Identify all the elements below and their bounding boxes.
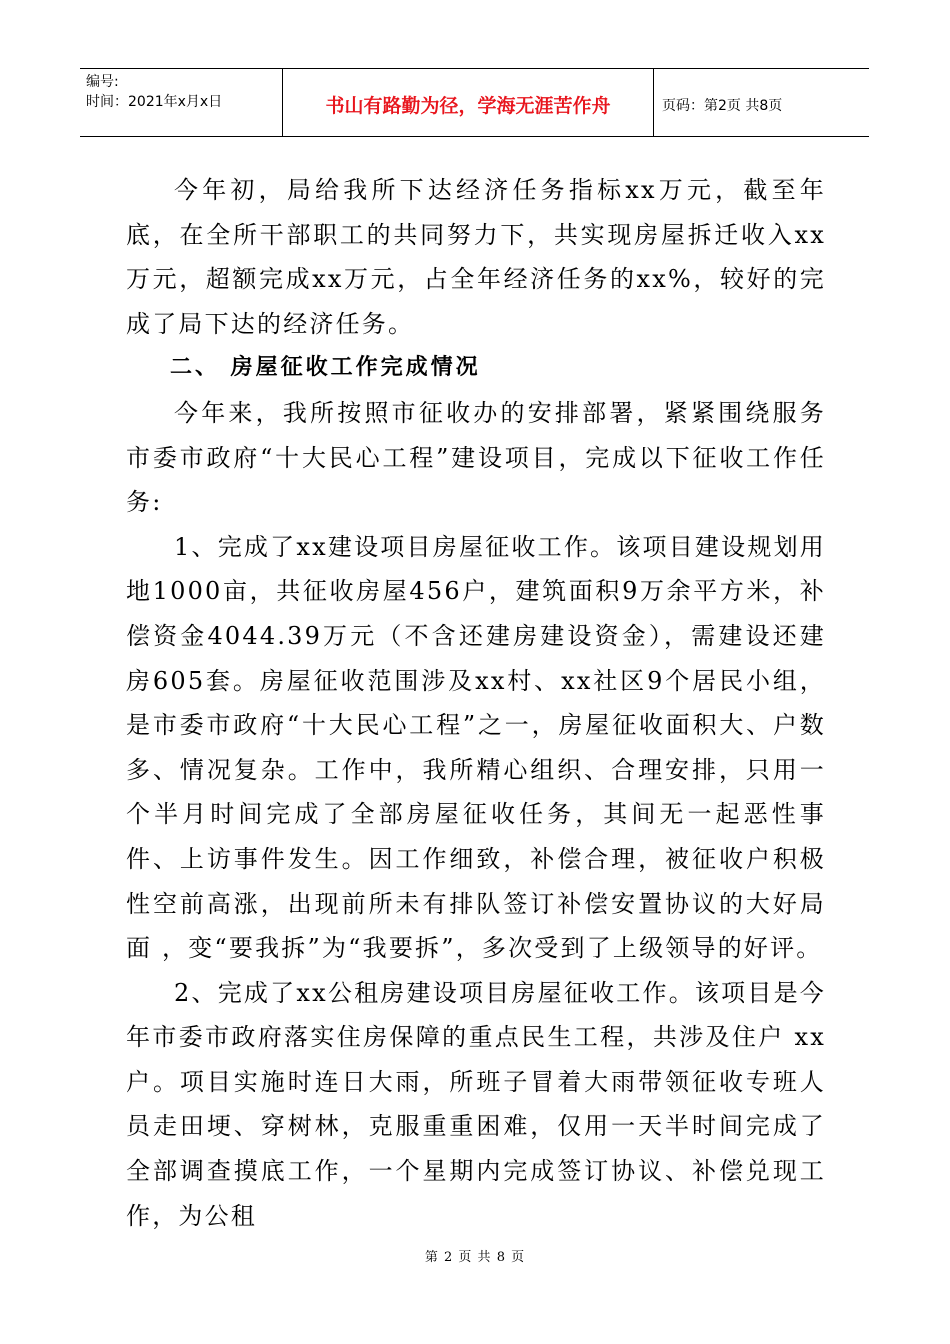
paragraph-item-1: 1、完成了xx建设项目房屋征收工作。该项目建设规划用地1000亩，共征收房屋456户，建筑面积9万余平方米，补偿资金4044.39万元（不含还建房建设资金），需建设还建房605套。房屋征收范围涉及xx村、xx社区9个居民小组，是市委市政府“十大民心工程”之一，房屋征收面积大、户数多、情况复杂。工作中，我所精心组织、合理安排，只用一个半月时间完成了全部房屋征收任务，其间无一起恶性事件、上访事件发生。因工作细致，补偿合理，被征收户积极性空前高涨，出现前所未有排队签订补偿安置协议的大好局面 ，变“要我拆”为“我要拆”，多次受到了上级领导的好评。	[126, 532, 826, 963]
page-footer: 第 2 页 共 8 页	[424, 1250, 526, 1265]
document-body	[126, 168, 826, 1238]
header-motto: 书山有路勤为径，学海无涯苦作舟	[283, 69, 654, 136]
document-date-label: 时间：2021年x月x日	[86, 94, 223, 110]
paragraph-economic-tasks: 今年初，局给我所下达经济任务指标xx万元，截至年底，在全所干部职工的共同努力下，共实现房屋拆迁收入xx万元，超额完成xx万元，占全年经济任务的xx%，较好的完成了局下达的经济任务。	[126, 176, 826, 338]
paragraph-item-2: 2、完成了xx公租房建设项目房屋征收工作。该项目是今年市委市政府落实住房保障的重点民生工程，共涉及住户 xx户。项目实施时连日大雨，所班子冒着大雨带领征收专班人员走田埂、穿树林，克服重重困难，仅用一天半时间完成了全部调查摸底工作，一个星期内完成签订协议、补偿兑现工作，为公租	[126, 978, 826, 1230]
header-meta-cell	[80, 69, 283, 136]
document-number-label: 编号:	[86, 74, 119, 90]
paragraph-intro: 今年来，我所按照市征收办的安排部署，紧紧围绕服务市委市政府“十大民心工程”建设项目，完成以下征收工作任务:	[126, 398, 826, 517]
header-page-info: 页码：第2页 共8页	[662, 97, 783, 114]
page-header	[80, 68, 869, 137]
section-heading: 二、 房屋征收工作完成情况	[170, 355, 481, 381]
